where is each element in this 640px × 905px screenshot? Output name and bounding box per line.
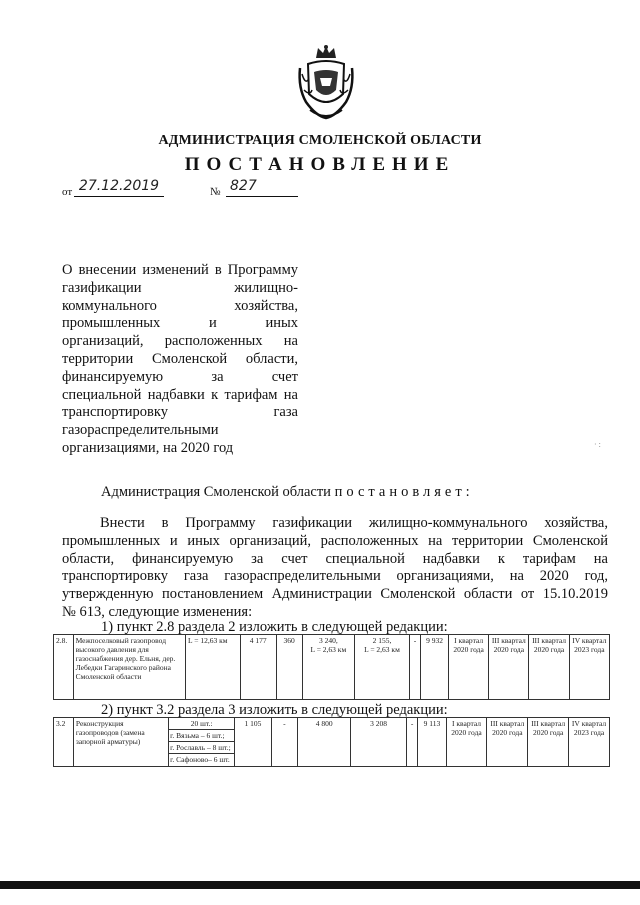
table-row xyxy=(54,635,610,700)
scan-speck: · : xyxy=(594,440,601,449)
cell-v2 xyxy=(302,635,355,700)
cell-dash: - xyxy=(406,718,418,767)
cell-q1: I квартал 2020 года xyxy=(449,635,489,700)
cell-sum: 9 932 xyxy=(421,635,449,700)
table-row xyxy=(54,718,610,767)
subject-line: специальной надбавки к тарифам на xyxy=(62,386,298,403)
number-value: 827 xyxy=(226,178,298,197)
cell-v3 xyxy=(355,635,410,700)
subject-line: транспортировку газа xyxy=(62,404,298,421)
body-line: транспортировку газа газораспределительными организациями, на 2020 год, xyxy=(62,568,608,585)
date-prefix: от xyxy=(62,186,73,198)
cell-v1: 360 xyxy=(276,635,302,700)
table-item-2-8 xyxy=(53,634,610,700)
cell-items xyxy=(169,718,235,767)
body-line: утвержденную постановлением Администрации Смоленской области от 15.10.2019 xyxy=(62,586,608,603)
cell-name: Реконструкция газопроводов (замена запорной арматуры) xyxy=(73,718,168,767)
cell-q4: IV квартал 2023 года xyxy=(569,718,610,767)
subject-line: коммунального хозяйства, xyxy=(62,297,298,314)
cell-q4: IV квартал 2023 года xyxy=(569,635,609,700)
subject-line: организациями, на 2020 год xyxy=(62,439,234,456)
cell-v2: 4 800 xyxy=(297,718,350,767)
date-value: 27.12.2019 xyxy=(74,178,164,197)
item2-label: 2) пункт 3.2 раздела 3 изложить в следующей редакции: xyxy=(101,702,448,718)
cell-items-line: 20 шт.: xyxy=(169,718,234,730)
cell-v2-length: L = 2,63 км xyxy=(310,645,347,654)
coat-of-arms-icon xyxy=(296,44,356,122)
subject-block xyxy=(62,262,298,458)
body-line: № 613, следующие изменения: xyxy=(62,603,253,620)
cell-v2-value: 3 240, xyxy=(318,636,338,645)
cell-v3-value: 2 155, xyxy=(372,636,392,645)
subject-line: газификации жилищно- xyxy=(62,279,298,296)
preamble-lead: Администрация Смоленской области xyxy=(101,484,331,500)
cell-total: 1 105 xyxy=(235,718,272,767)
cell-q3: III квартал 2020 года xyxy=(529,635,569,700)
table-item-3-2 xyxy=(53,717,610,767)
subject-line: газораспределительными xyxy=(62,422,219,439)
cell-items-line: г. Рославль – 8 шт.; xyxy=(169,742,234,754)
number-prefix: № xyxy=(210,186,221,198)
subject-line: промышленных и иных xyxy=(62,315,298,332)
document-title: ПОСТАНОВЛЕНИЕ xyxy=(184,154,456,175)
cell-v3: 3 208 xyxy=(351,718,406,767)
cell-num: 3.2 xyxy=(54,718,74,767)
subject-line: организаций, расположенных на xyxy=(62,333,298,350)
organization-name: АДМИНИСТРАЦИЯ СМОЛЕНСКОЙ ОБЛАСТИ xyxy=(158,133,482,148)
cell-q2: III квартал 2020 года xyxy=(487,718,528,767)
cell-total: 4 177 xyxy=(240,635,276,700)
subject-line: О внесении изменений в Программу xyxy=(62,262,298,278)
preamble xyxy=(101,484,474,501)
item1-label: 1) пункт 2.8 раздела 2 изложить в следующей редакции: xyxy=(101,619,448,635)
body-text xyxy=(62,515,608,622)
date-number-line xyxy=(62,178,302,200)
cell-name: Межпоселковый газопровод высокого давления для газоснабжения дер. Ельня, дер. Лебедки Гагаринского района Смоленской области xyxy=(73,635,185,700)
cell-q3: III квартал 2020 года xyxy=(528,718,569,767)
preamble-verb: постановляет: xyxy=(334,484,474,500)
cell-items-line: г. Сафоново– 6 шт. xyxy=(170,755,230,764)
cell-dash: - xyxy=(409,635,420,700)
cell-q1: I квартал 2020 года xyxy=(446,718,487,767)
subject-line: финансируемую за счет xyxy=(62,368,298,385)
cell-items-line: г. Вязьма – 6 шт.; xyxy=(169,730,234,742)
cell-dash: - xyxy=(271,718,297,767)
cell-length: L = 12,63 км xyxy=(186,635,241,700)
body-line: промышленных и иных организаций, расположенных на территории Смоленской xyxy=(62,532,608,549)
body-line: области, финансируемую за счет специальной надбавки к тарифам на xyxy=(62,550,608,567)
cell-sum: 9 113 xyxy=(418,718,446,767)
body-line: Внести в Программу газификации жилищно-коммунального хозяйства, xyxy=(100,515,608,531)
scan-edge-bar xyxy=(0,881,640,889)
subject-line: территории Смоленской области, xyxy=(62,350,298,367)
cell-v3-length: L = 2,63 км xyxy=(364,645,400,654)
cell-q2: III квартал 2020 года xyxy=(489,635,529,700)
cell-num: 2.8. xyxy=(54,635,74,700)
